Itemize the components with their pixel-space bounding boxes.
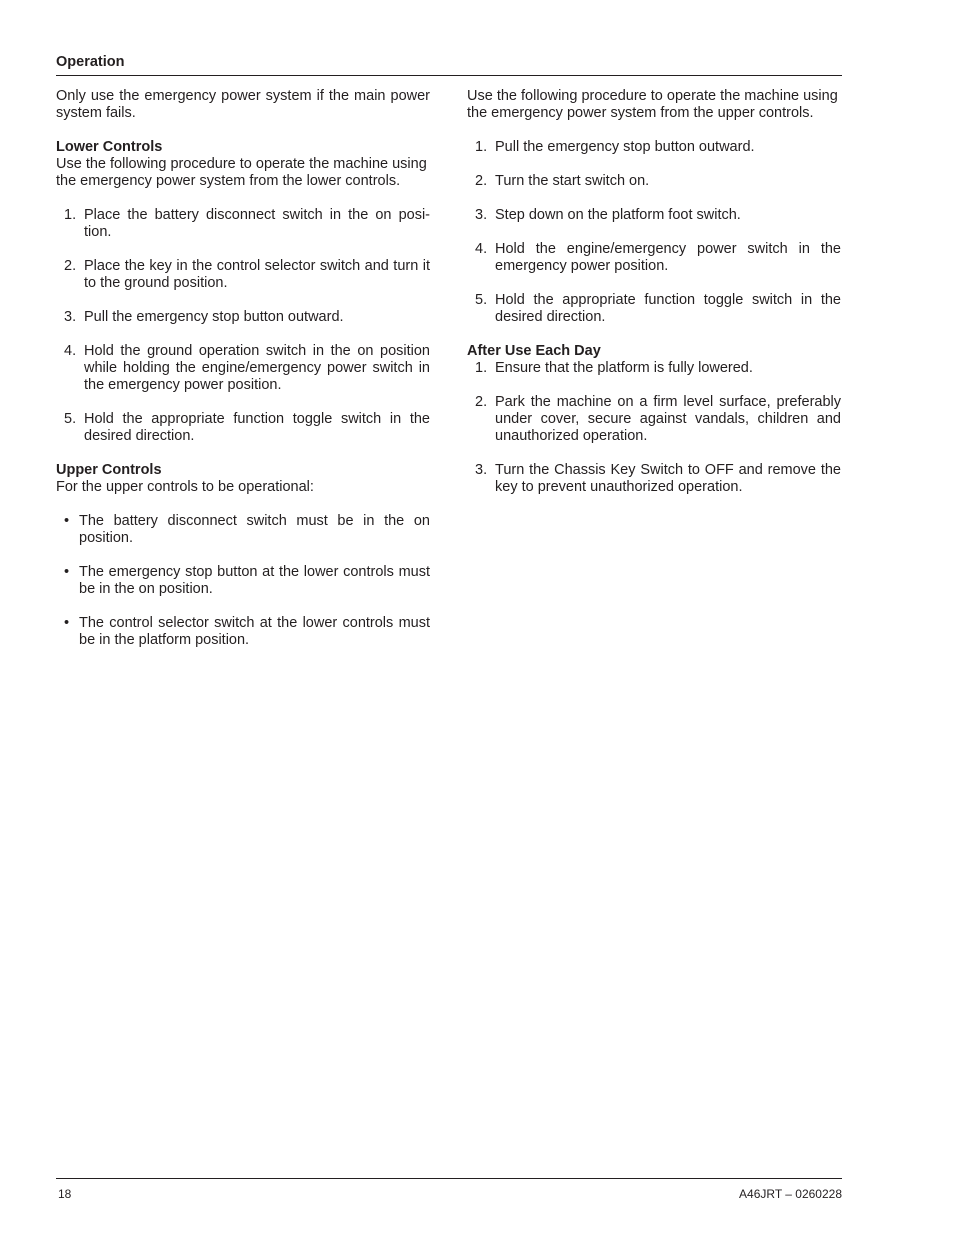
list-item [56,564,430,598]
step-number: 3. [64,309,77,325]
bullet-marker: • [64,615,70,631]
bullet-text: The emergency stop button at the lower controls must be in the on position. [79,564,430,597]
step-number: 3. [475,462,488,478]
upper-controls-requirements [56,513,430,649]
step-text: Hold the appropriate function toggle switch in the desired direction. [84,411,430,444]
list-item [467,394,841,445]
step-number: 1. [475,360,488,376]
lower-controls-heading: Lower Controls [56,139,163,155]
document-id: A46JRT – 0260228 [739,1187,842,1201]
step-text: Place the key in the control selector switch and turn it to the ground position. [84,258,430,291]
list-item [467,207,841,224]
lower-controls-intro: Use the following procedure to operate the machine using the emergency power system from the lower controls. [56,156,427,189]
intro-paragraph: Only use the emergency power system if the main power system fails. [56,88,430,121]
list-item [467,241,841,275]
page-footer [56,1178,842,1201]
left-column [56,88,430,666]
after-use-steps [467,360,841,496]
step-number: 4. [475,241,488,257]
list-item [467,139,841,156]
step-number: 2. [475,394,488,410]
bullet-text: The control selector switch at the lower controls must be in the platform position. [79,615,430,648]
upper-procedure-intro: Use the following procedure to operate the machine using the emergency power system from the upper controls. [467,88,838,121]
step-text: Step down on the platform foot switch. [495,207,741,223]
step-text: Park the machine on a firm level surface, preferably under cover, secure against vandals, children and unauthorized operation. [495,394,841,444]
bullet-text: The battery disconnect switch must be in the on position. [79,513,430,546]
section-title: Operation [56,54,125,70]
list-item [467,173,841,190]
upper-controls-heading: Upper Controls [56,462,162,478]
list-item [467,360,841,377]
step-text: Place the battery disconnect switch in the on posi-tion. [84,207,430,240]
step-text: Hold the ground operation switch in the on position while holding the engine/emergency power switch in the emergency power position. [84,343,430,393]
step-number: 3. [475,207,488,223]
list-item [56,615,430,649]
list-item [56,207,430,241]
bullet-marker: • [64,564,70,580]
list-item [56,513,430,547]
step-number: 1. [64,207,77,223]
step-number: 2. [475,173,488,189]
lower-controls-steps [56,207,430,445]
step-text: Ensure that the platform is fully lowered. [495,360,753,376]
page-number: 18 [58,1187,72,1201]
step-text: Pull the emergency stop button outward. [84,309,344,325]
step-text: Hold the appropriate function toggle switch in the desired direction. [495,292,841,325]
step-number: 2. [64,258,77,274]
list-item [467,462,841,496]
list-item [56,258,430,292]
step-text: Turn the start switch on. [495,173,650,189]
list-item [56,411,430,445]
right-column [467,88,841,513]
list-item [56,343,430,394]
step-text: Pull the emergency stop button outward. [495,139,755,155]
upper-controls-steps [467,139,841,326]
after-use-heading: After Use Each Day [467,343,601,359]
bullet-marker: • [64,513,70,529]
step-text: Turn the Chassis Key Switch to OFF and remove the key to prevent unauthorized operation. [495,462,841,495]
upper-controls-intro: For the upper controls to be operational: [56,479,314,495]
page-header [56,54,842,76]
list-item [56,309,430,326]
step-number: 5. [475,292,488,308]
step-number: 4. [64,343,77,359]
step-number: 5. [64,411,77,427]
list-item [467,292,841,326]
step-text: Hold the engine/emergency power switch in the emergency power position. [495,241,841,274]
step-number: 1. [475,139,488,155]
